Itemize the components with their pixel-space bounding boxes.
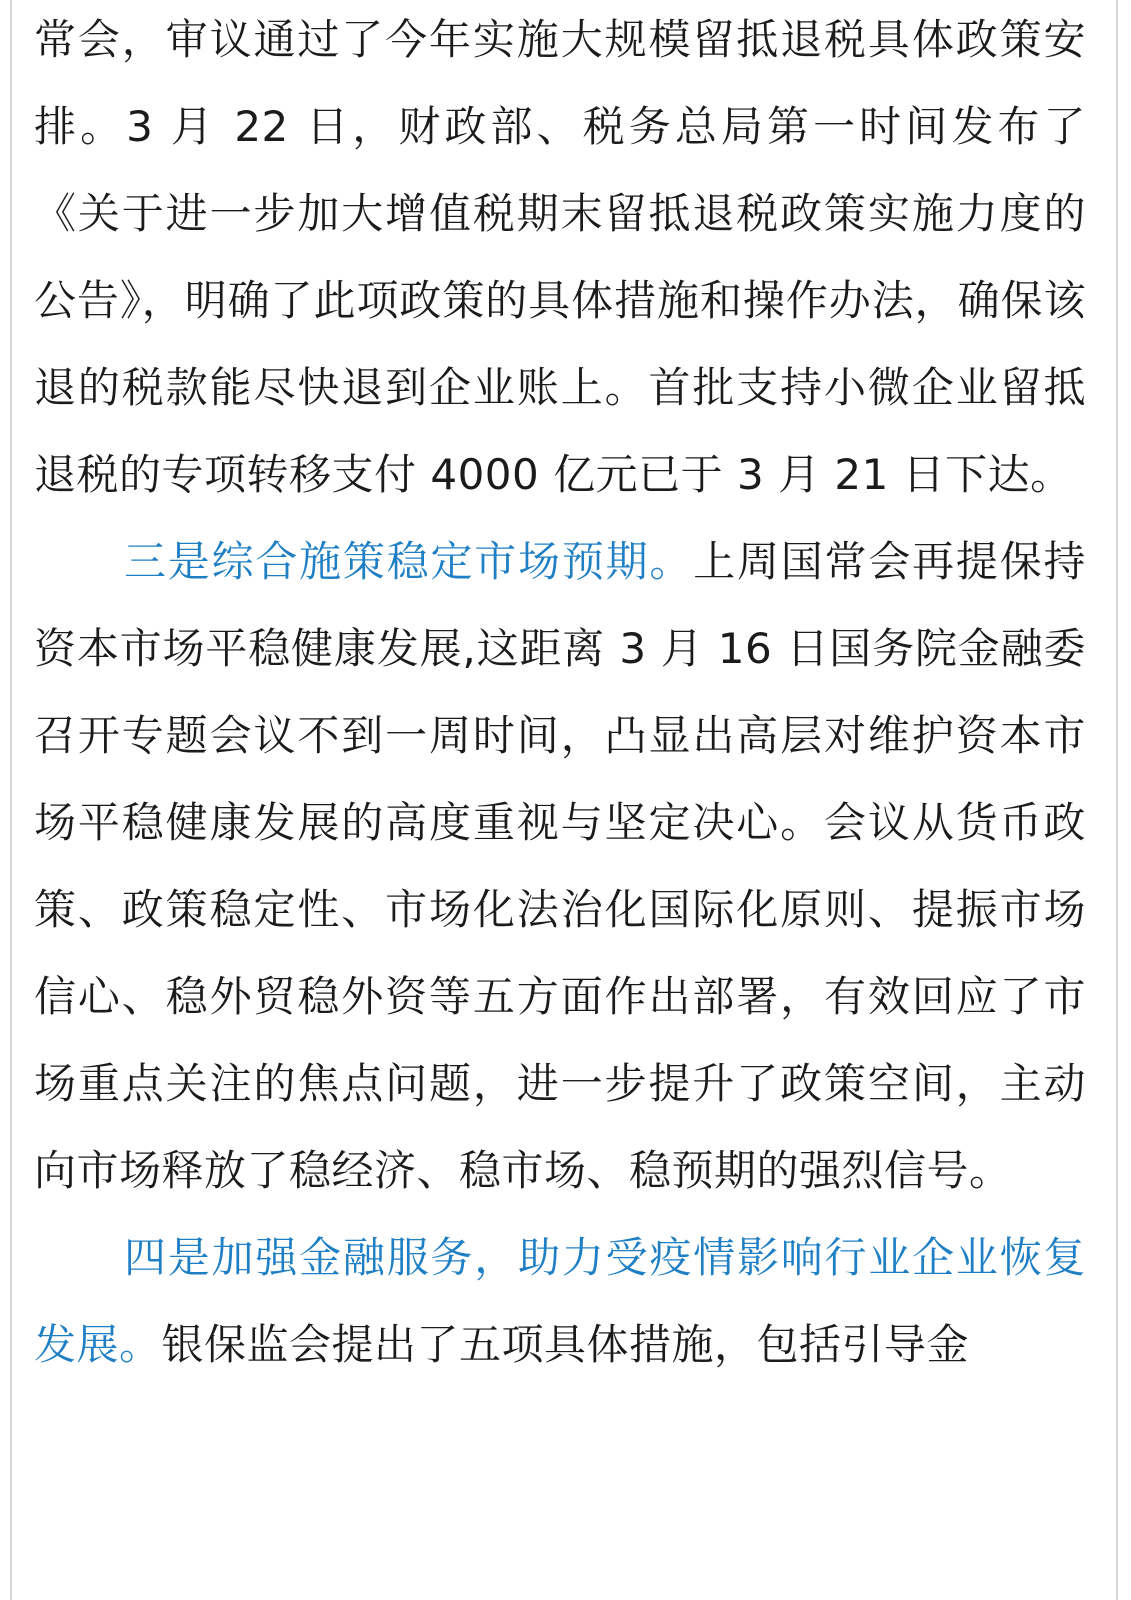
paragraph-1-text: 常会，审议通过了今年实施大规模留抵退税具体政策安排。3 月 22 日，财政部、税务总局第一时间发布了《关于进一步加大增值税期末留抵退税政策实施力度的公告》，明确了此项政策的具体措施和操作办法，确保该退的税款能尽快退到企业账上。首批支持小微企业留抵退税的专项转移支付 4000 亿元已于 3 月 21 日下达。	[34, 15, 1086, 499]
paragraph-2-text: 上周国常会再提保持资本市场平稳健康发展,这距离 3 月 16 日国务院金融委召开专题会议不到一周时间，凸显出高层对维护资本市场平稳健康发展的高度重视与坚定决心。会议从货币政策、政策稳定性、市场化法治化国际化原则、提振市场信心、稳外贸稳外资等五方面作出部署，有效回应了市场重点关注的焦点问题，进一步提升了政策空间，主动向市场释放了稳经济、稳市场、稳预期的强烈信号。	[34, 537, 1086, 1195]
paragraph-1	[34, 0, 1086, 518]
paragraph-2-heading: 三是综合施策稳定市场预期。	[124, 537, 694, 586]
paragraph-3-heading: 四是加强金融服务，助力受疫情影响行业企业恢复发展。	[34, 1233, 1086, 1369]
page-frame	[10, 0, 1118, 1600]
paragraph-3-text: 银保监会提出了五项具体措施，包括引导金	[161, 1320, 970, 1369]
article-body	[34, 0, 1086, 1388]
paragraph-3	[34, 1214, 1086, 1388]
paragraph-2	[34, 518, 1086, 1214]
